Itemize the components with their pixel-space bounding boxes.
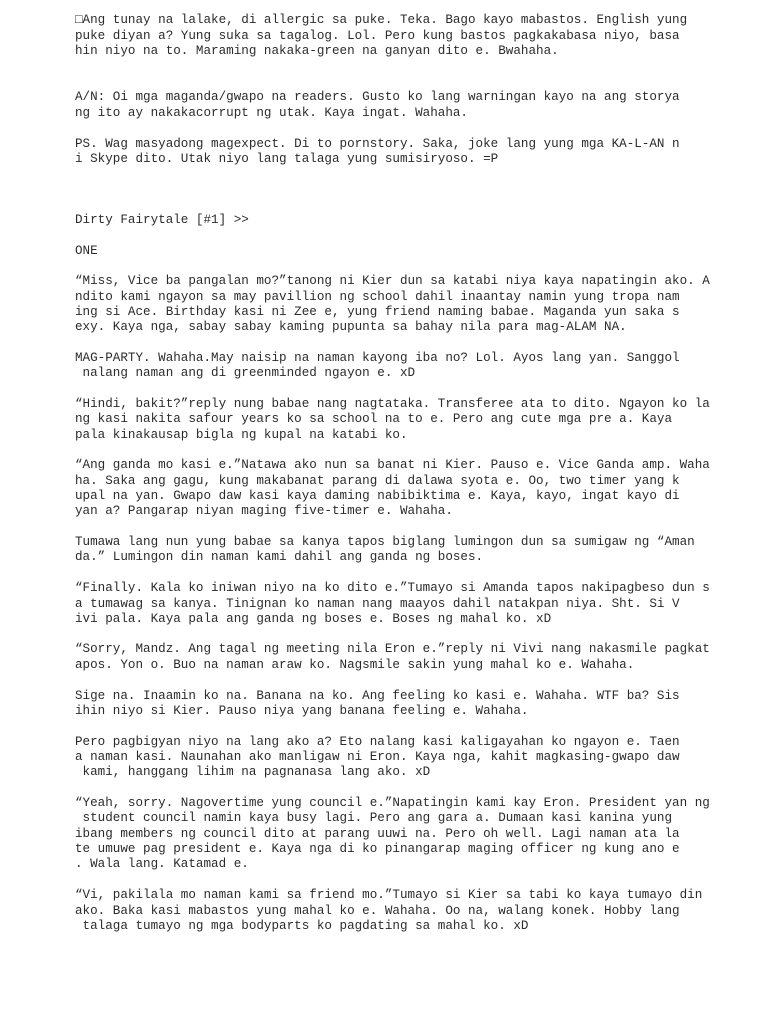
text-line: ha. Saka ang gagu, kung makabanat parang di dalawa syota e. Oo, two timer yang k <box>75 474 680 488</box>
text-line: Sige na. Inaamin ko na. Banana na ko. Ang feeling ko kasi e. Wahaha. WTF ba? Sis <box>75 689 680 703</box>
text-line: te umuwe pag president e. Kaya nga di ko pinangarap maging officer ng kung ano e <box>75 842 680 856</box>
text-line: yan a? Pangarap niyan maging five-timer e. Wahaha. <box>75 504 453 518</box>
text-line: “Yeah, sorry. Nagovertime yung council e.”Napatingin kami kay Eron. President yan ng <box>75 796 710 810</box>
text-line: ihin niyo si Kier. Pauso niya yang banana feeling e. Wahaha. <box>75 704 529 718</box>
text-line: Tumawa lang nun yung babae sa kanya tapos biglang lumingon dun sa sumigaw ng “Aman <box>75 535 695 549</box>
text-line: ivi pala. Kaya pala ang ganda ng boses e. Boses ng mahal ko. xD <box>75 612 552 626</box>
text-line: □Ang tunay na lalake, di allergic sa puke. Teka. Bago kayo mabastos. English yung <box>75 13 688 27</box>
text-line: apos. Yon o. Buo na naman araw ko. Nagsmile sakin yung mahal ko e. Wahaha. <box>75 658 635 672</box>
text-line: . Wala lang. Katamad e. <box>75 857 249 871</box>
text-line: ndito kami ngayon sa may pavillion ng school dahil inaantay namin yung tropa nam <box>75 290 680 304</box>
chapter-heading: Dirty Fairytale [#1] >> <box>75 213 249 227</box>
text-line: “Finally. Kala ko iniwan niyo na ko dito e.”Tumayo si Amanda tapos nakipagbeso dun s <box>75 581 710 595</box>
text-line: MAG-PARTY. Wahaha.May naisip na naman kayong iba no? Lol. Ayos lang yan. Sanggol <box>75 351 680 365</box>
chapter-title: ONE <box>75 244 98 258</box>
text-line: pala kinakausap bigla ng kupal na katabi ko. <box>75 428 408 442</box>
text-line: A/N: Oi mga maganda/gwapo na readers. Gusto ko lang warningan kayo na ang storya <box>75 90 680 104</box>
text-line: puke diyan a? Yung suka sa tagalog. Lol. Pero kung bastos pagkakabasa niyo, basa <box>75 29 680 43</box>
text-line: ibang members ng council dito at parang uuwi na. Pero oh well. Lagi naman ata la <box>75 827 680 841</box>
text-line: da.” Lumingon din naman kami dahil ang ganda ng boses. <box>75 550 484 564</box>
text-line: i Skype dito. Utak niyo lang talaga yung sumisiryoso. =P <box>75 152 499 166</box>
text-line: student council namin kaya busy lagi. Pero ang gara a. Dumaan kasi kanina yung <box>75 811 673 825</box>
text-line: “Miss, Vice ba pangalan mo?”tanong ni Kier dun sa katabi niya kaya napatingin ako. A <box>75 274 710 288</box>
text-line: ako. Baka kasi mabastos yung mahal ko e. Wahaha. Oo na, walang konek. Hobby lang <box>75 904 680 918</box>
text-line: “Hindi, bakit?”reply nung babae nang nagtataka. Transferee ata to dito. Ngayon ko la <box>75 397 710 411</box>
text-line: upal na yan. Gwapo daw kasi kaya daming nabibiktima e. Kaya, kayo, ingat kayo di <box>75 489 680 503</box>
text-line: kami, hanggang lihim na pagnanasa lang ako. xD <box>75 765 431 779</box>
text-line: talaga tumayo ng mga bodyparts ko pagdating sa mahal ko. xD <box>75 919 529 933</box>
text-line: nalang naman ang di greenminded ngayon e. xD <box>75 366 416 380</box>
text-line: exy. Kaya nga, sabay sabay kaming pupunta sa bahay nila para mag-ALAM NA. <box>75 320 627 334</box>
text-line: a tumawag sa kanya. Tinignan ko naman nang maayos dahil natakpan niya. Sht. Si V <box>75 597 680 611</box>
text-line: PS. Wag masyadong magexpect. Di to pornstory. Saka, joke lang yung mga KA-L-AN n <box>75 137 680 151</box>
text-line: “Ang ganda mo kasi e.”Natawa ako nun sa banat ni Kier. Pauso e. Vice Ganda amp. Waha <box>75 458 710 472</box>
text-line: a naman kasi. Naunahan ako manligaw ni Eron. Kaya nga, kahit magkasing-gwapo daw <box>75 750 680 764</box>
text-line: Pero pagbigyan niyo na lang ako a? Eto nalang kasi kaligayahan ko ngayon e. Taen <box>75 735 680 749</box>
text-line: hin niyo na to. Maraming nakaka-green na ganyan dito e. Bwahaha. <box>75 44 559 58</box>
text-line: “Sorry, Mandz. Ang tagal ng meeting nila Eron e.”reply ni Vivi nang nakasmile pagkat <box>75 642 710 656</box>
text-line: ing si Ace. Birthday kasi ni Zee e, yung friend naming babae. Maganda yun saka s <box>75 305 680 319</box>
text-line: “Vi, pakilala mo naman kami sa friend mo.”Tumayo si Kier sa tabi ko kaya tumayo din <box>75 888 703 902</box>
text-line: ng kasi nakita safour years ko sa school na to e. Pero ang cute mga pre a. Kaya <box>75 412 673 426</box>
text-line: ng ito ay nakakacorrupt ng utak. Kaya ingat. Wahaha. <box>75 106 468 120</box>
